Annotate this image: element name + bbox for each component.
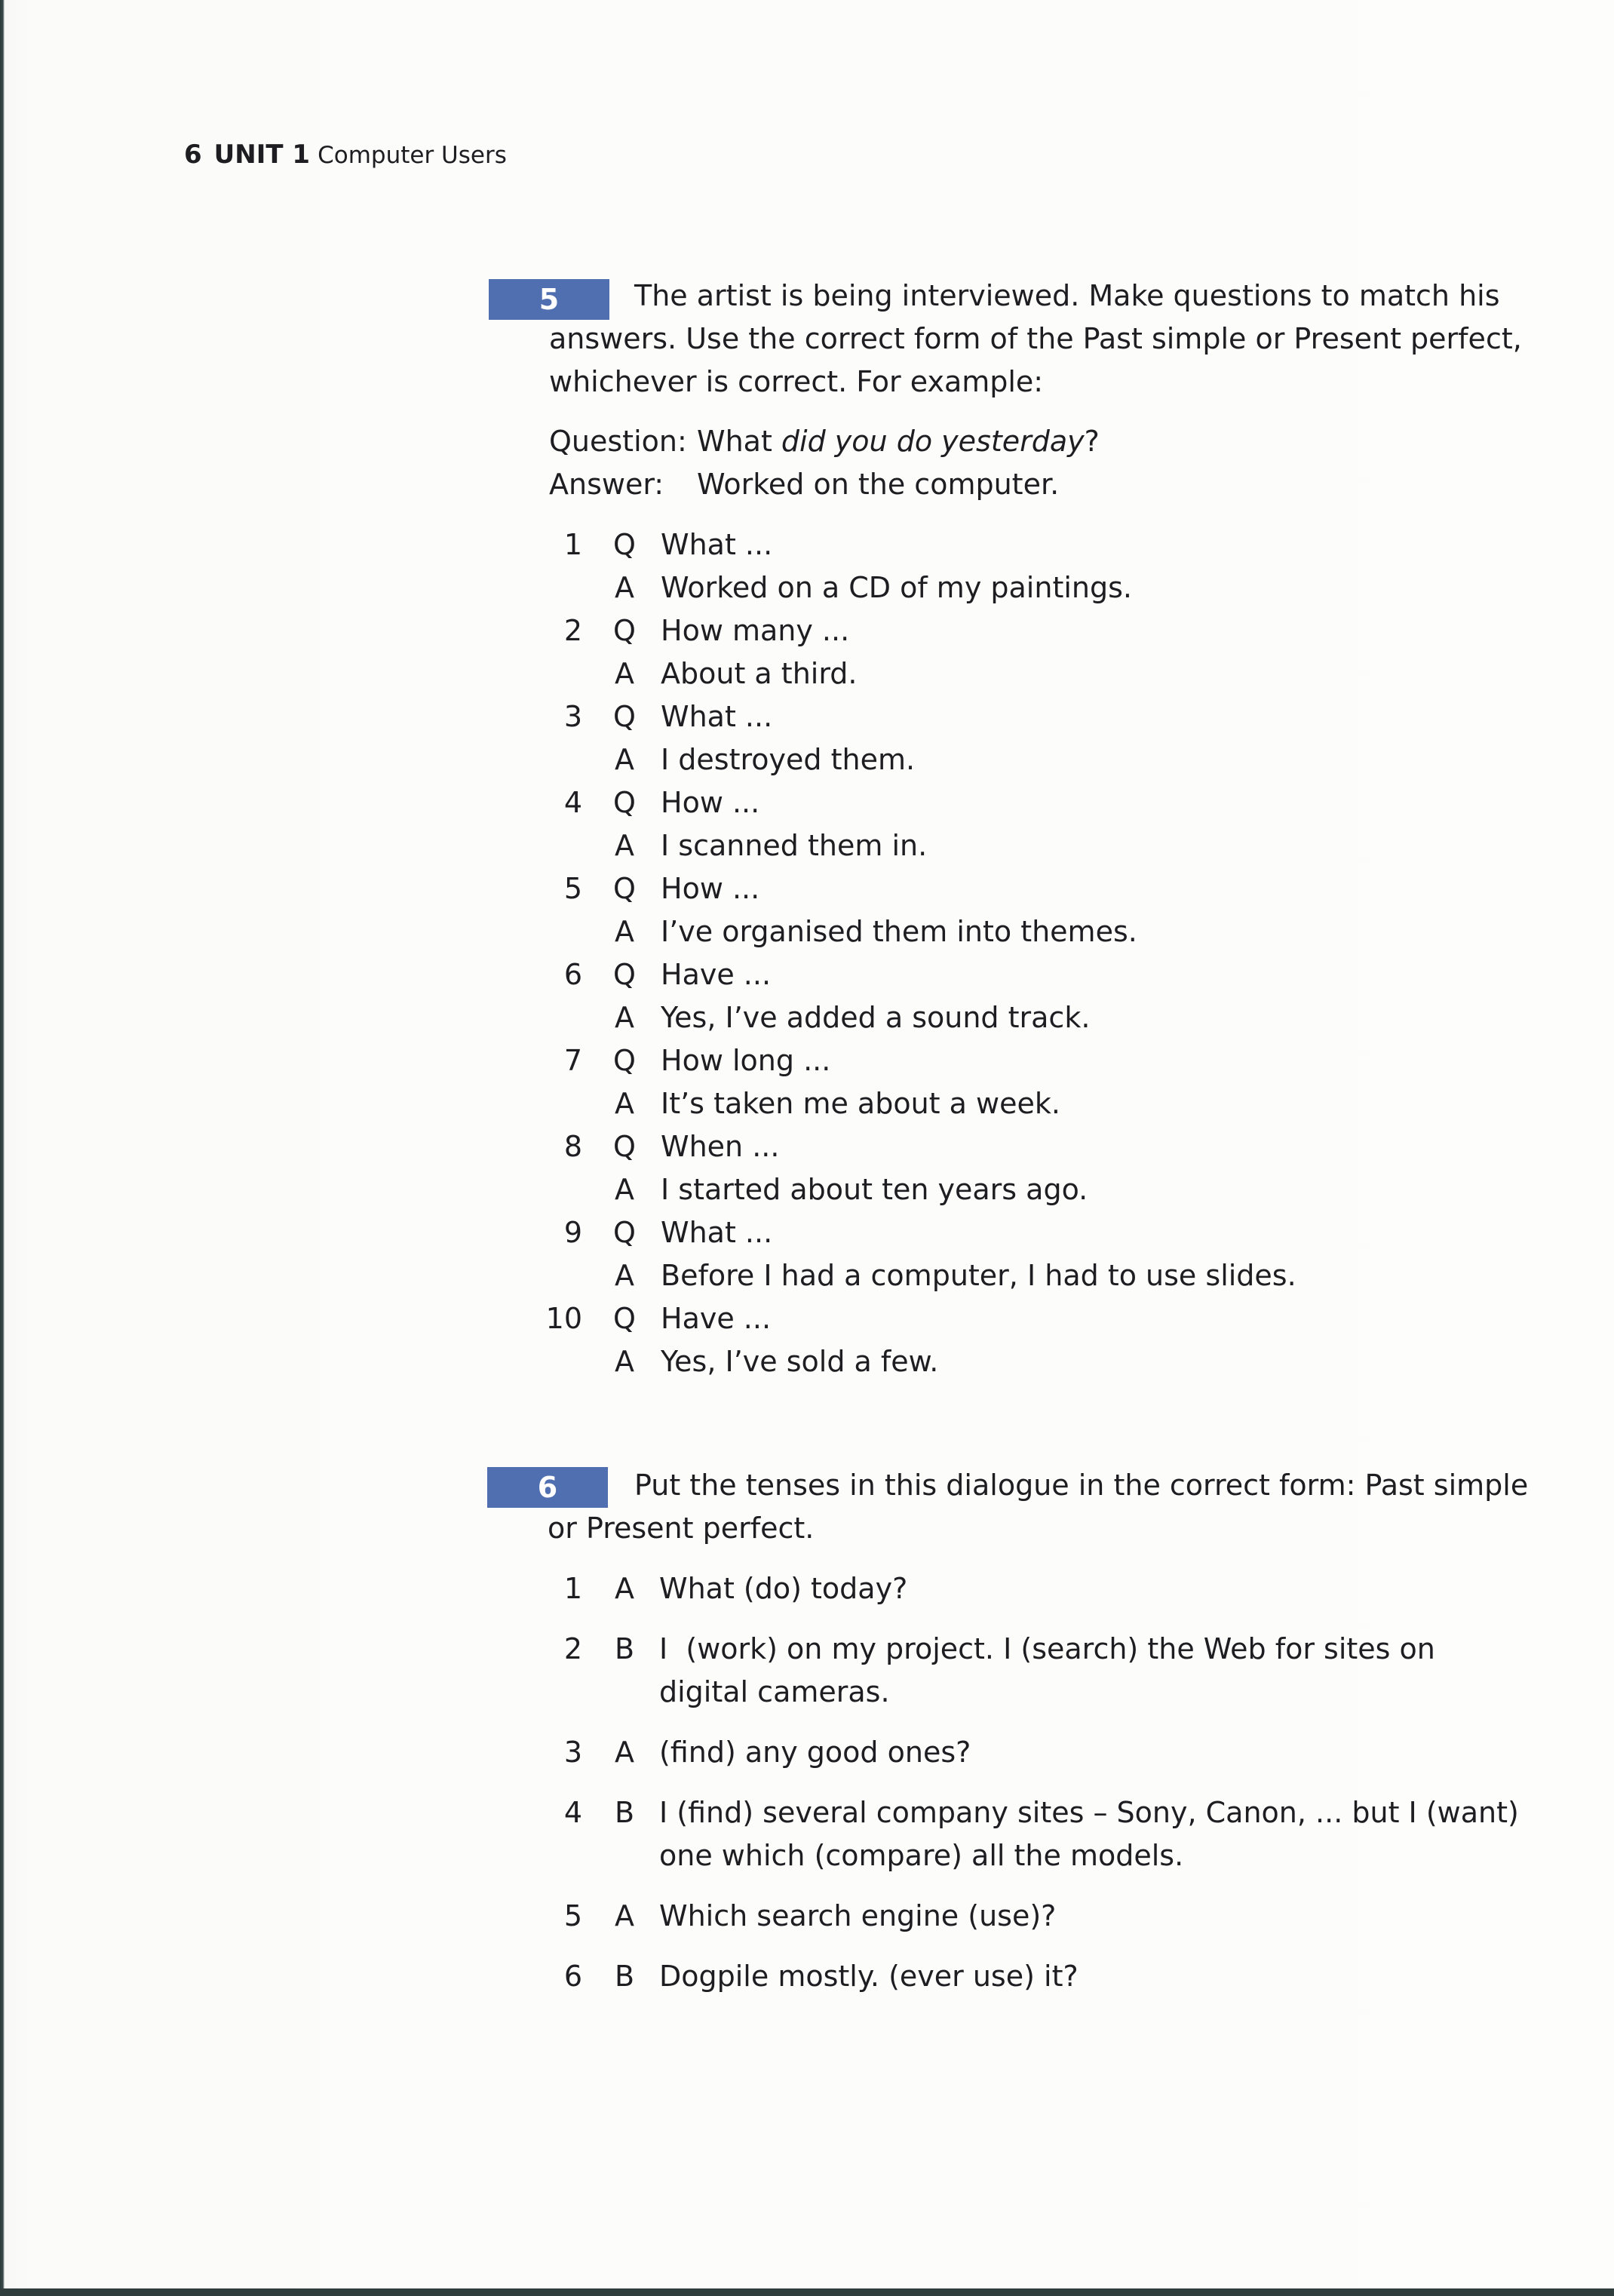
dialogue-row (489, 1567, 1492, 1610)
dialogue-text: Dogpile mostly. (ever use) it? (659, 1960, 1079, 1993)
instruction-line: answers. Use the correct form of the Past simple or Present perfect, (549, 322, 1522, 355)
question-row (489, 1125, 1492, 1168)
item-number: 3 (563, 700, 582, 733)
answer-text: Yes, I’ve added a sound track. (661, 1001, 1091, 1034)
question-prompt: Have ... (661, 958, 772, 991)
question-label: Q (613, 786, 636, 819)
page-header (184, 136, 507, 174)
answer-text: I destroyed them. (661, 743, 916, 776)
item-number: 2 (563, 614, 582, 647)
question-prompt: Have ... (661, 1302, 772, 1335)
example-answer-text: Worked on the computer. (697, 468, 1060, 501)
exercise-number-badge: 6 (487, 1467, 608, 1508)
question-prompt: How long ... (661, 1044, 831, 1077)
answer-label: A (615, 571, 634, 604)
example-question (489, 420, 1492, 463)
answer-text: Before I had a computer, I had to use slides. (661, 1259, 1296, 1292)
question-prompt: When ... (661, 1130, 780, 1163)
item-number: 4 (563, 1796, 582, 1829)
question-prompt: How ... (661, 786, 760, 819)
item-number: 4 (563, 786, 582, 819)
question-row (489, 695, 1492, 738)
question-label: Q (613, 614, 636, 647)
answer-row (489, 566, 1492, 609)
answer-text: I scanned them in. (661, 829, 928, 862)
dialogue-text: Which search engine (use)? (659, 1899, 1057, 1932)
unit-label: UNIT 1 (213, 140, 311, 170)
item-number: 2 (563, 1632, 582, 1665)
example-question-italic: did you do yesterday (781, 425, 1085, 458)
question-row (489, 781, 1492, 824)
answer-label: A (615, 915, 634, 948)
dialogue-row-continuation (489, 1834, 1492, 1877)
answer-label: A (615, 1259, 634, 1292)
page-number: 6 (184, 140, 202, 170)
scan-edge (0, 2288, 1614, 2296)
question-row (489, 867, 1492, 910)
answer-label: A (615, 1345, 634, 1378)
question-prompt: What ... (661, 1216, 773, 1249)
dialogue-row (489, 1628, 1492, 1671)
answer-row (489, 652, 1492, 695)
answer-row (489, 910, 1492, 953)
item-number: 6 (563, 1960, 582, 1993)
question-label: Q (613, 958, 636, 991)
dialogue-row (489, 1791, 1519, 1834)
answer-label: A (615, 1087, 634, 1120)
question-label: Q (613, 700, 636, 733)
question-prompt: What ... (661, 528, 773, 561)
dialogue-row (489, 1955, 1492, 1998)
question-row (489, 1297, 1492, 1340)
question-prompt: How many ... (661, 614, 850, 647)
question-row (489, 1211, 1492, 1254)
example-question-label: Question: (549, 425, 687, 458)
answer-row (489, 738, 1492, 781)
item-number: 1 (563, 1572, 582, 1605)
answer-text: Worked on a CD of my paintings. (661, 571, 1132, 604)
question-label: Q (613, 1044, 636, 1077)
instruction-line: whichever is correct. For example: (549, 365, 1044, 398)
dialogue-text: digital cameras. (659, 1675, 890, 1708)
example-question-suffix: ? (1084, 425, 1100, 458)
speaker-label: B (614, 1796, 635, 1829)
item-number: 9 (563, 1216, 582, 1249)
item-number: 5 (563, 1899, 582, 1932)
instruction-line: or Present perfect. (548, 1512, 815, 1545)
dialogue-text: I (find) several company sites – Sony, Canon, ... but I (want) (659, 1796, 1519, 1829)
item-number: 10 (545, 1302, 582, 1335)
answer-row (489, 1168, 1492, 1211)
question-prompt: What ... (661, 700, 773, 733)
dialogue-text: (find) any good ones? (659, 1736, 971, 1769)
item-number: 8 (563, 1130, 582, 1163)
example-question-text (697, 420, 1100, 463)
question-label: Q (613, 1302, 636, 1335)
dialogue-row (489, 1731, 1492, 1774)
dialogue-text: What (do) today? (659, 1572, 908, 1605)
answer-row (489, 1340, 1492, 1383)
example-answer (489, 463, 1492, 506)
answer-label: A (615, 1173, 634, 1206)
answer-text: I started about ten years ago. (661, 1173, 1088, 1206)
answer-label: A (615, 657, 634, 690)
speaker-label: A (615, 1736, 634, 1769)
answer-row (489, 1254, 1492, 1297)
answer-label: A (615, 743, 634, 776)
unit-title: Computer Users (318, 142, 507, 169)
instruction-line: Put the tenses in this dialogue in the correct form: Past simple (634, 1469, 1529, 1502)
dialogue-row-continuation (489, 1671, 1492, 1714)
answer-row (489, 824, 1492, 867)
item-number: 3 (563, 1736, 582, 1769)
answer-row (489, 1082, 1492, 1125)
question-label: Q (613, 872, 636, 905)
dialogue-text: one which (compare) all the models. (659, 1839, 1184, 1872)
question-row (489, 609, 1492, 652)
question-row (489, 953, 1492, 996)
question-row (489, 1039, 1492, 1082)
answer-row (489, 996, 1492, 1039)
instruction-line: The artist is being interviewed. Make questions to match his (634, 279, 1500, 312)
answer-label: A (615, 829, 634, 862)
item-number: 6 (563, 958, 582, 991)
answer-label: A (615, 1001, 634, 1034)
answer-text: About a third. (661, 657, 858, 690)
item-number: 5 (563, 872, 582, 905)
question-label: Q (613, 1130, 636, 1163)
item-number: 7 (563, 1044, 582, 1077)
example-question-prefix: What (697, 425, 781, 458)
answer-text: I’ve organised them into themes. (661, 915, 1137, 948)
example-answer-label: Answer: (549, 468, 664, 501)
speaker-label: A (615, 1572, 634, 1605)
answer-text: It’s taken me about a week. (661, 1087, 1060, 1120)
answer-text: Yes, I’ve sold a few. (661, 1345, 939, 1378)
question-row (489, 523, 1492, 566)
item-number: 1 (563, 528, 582, 561)
speaker-label: B (614, 1960, 635, 1993)
speaker-label: B (614, 1632, 635, 1665)
dialogue-row (489, 1895, 1492, 1938)
question-prompt: How ... (661, 872, 760, 905)
speaker-label: A (615, 1899, 634, 1932)
dialogue-text: I (work) on my project. I (search) the Web for sites on (659, 1632, 1435, 1665)
exercise-number-badge: 5 (489, 279, 609, 320)
question-label: Q (613, 528, 636, 561)
question-label: Q (613, 1216, 636, 1249)
